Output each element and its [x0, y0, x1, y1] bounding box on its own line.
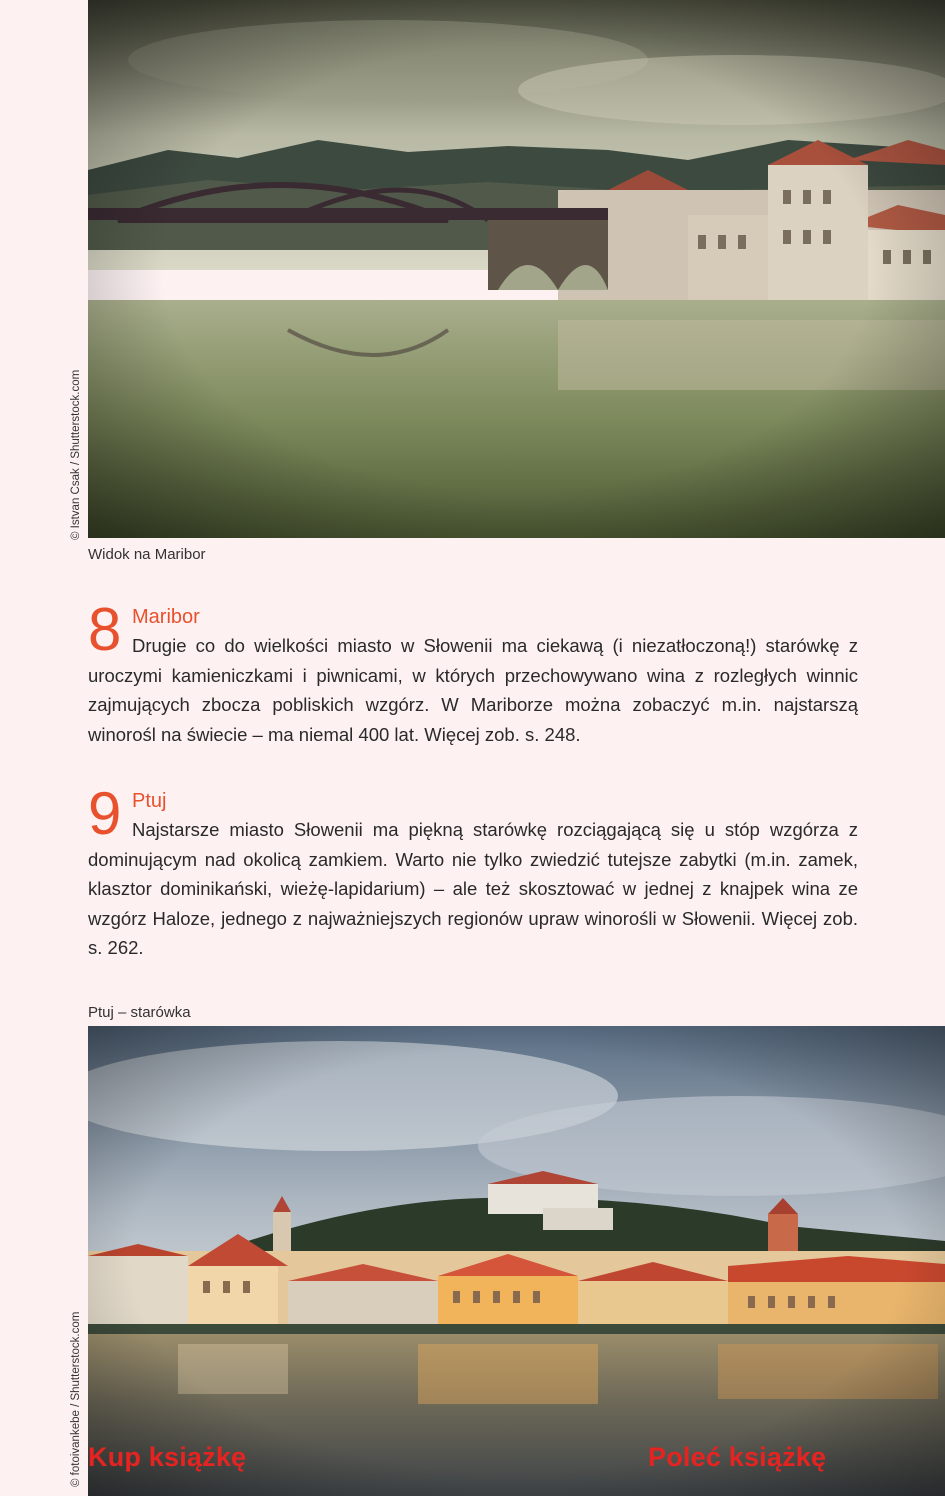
photo-caption-ptuj: Ptuj – starówka — [88, 1004, 191, 1021]
entry-maribor — [88, 596, 858, 749]
ptuj-photo — [88, 1026, 945, 1496]
photo-credit-maribor: © Istvan Csak / Shutterstock.com — [70, 369, 82, 540]
photo-credit-ptuj: © fotoivankebe / Shutterstock.com — [70, 1311, 82, 1487]
entry-ptuj — [88, 780, 858, 963]
photo-caption-maribor: Widok na Maribor — [88, 546, 206, 563]
entry-text: Najstarsze miasto Słowenii ma piękną starówkę rozciągającą się u stóp wzgórza z dominującym nad okolicą zamkiem. Warto nie tylko zwiedzić tutejsze zabytki (m.in. zamek, klasztor dominikański, wieżę-lapidarium) – ale też skosztować w jednej z knajpek wina ze wzgórz Haloze, jednego z najważniejszych regionów upraw winorośli w Słowenii. Więcej zob. s. 262. — [88, 819, 858, 958]
entry-title: Maribor — [132, 606, 200, 628]
buy-book-link[interactable]: Kup książkę — [88, 1442, 247, 1472]
entry-text: Drugie co do wielkości miasto w Słowenii ma ciekawą (i niezatłoczoną!) starówkę z uroczymi kamieniczkami i piwnicami, w których przechowywano wina z rozległych winnic zajmujących zbocza pobliskich wzgórz. W Mariborze można zobaczyć m.in. najstarszą winorośl na świecie – ma niemal 400 lat. Więcej zob. s. 248. — [88, 635, 858, 745]
maribor-photo — [88, 0, 945, 538]
entry-number: 9 — [88, 780, 122, 847]
entry-number: 8 — [88, 596, 122, 663]
recommend-book-link[interactable]: Poleć książkę — [648, 1442, 827, 1472]
entry-title: Ptuj — [132, 790, 167, 812]
